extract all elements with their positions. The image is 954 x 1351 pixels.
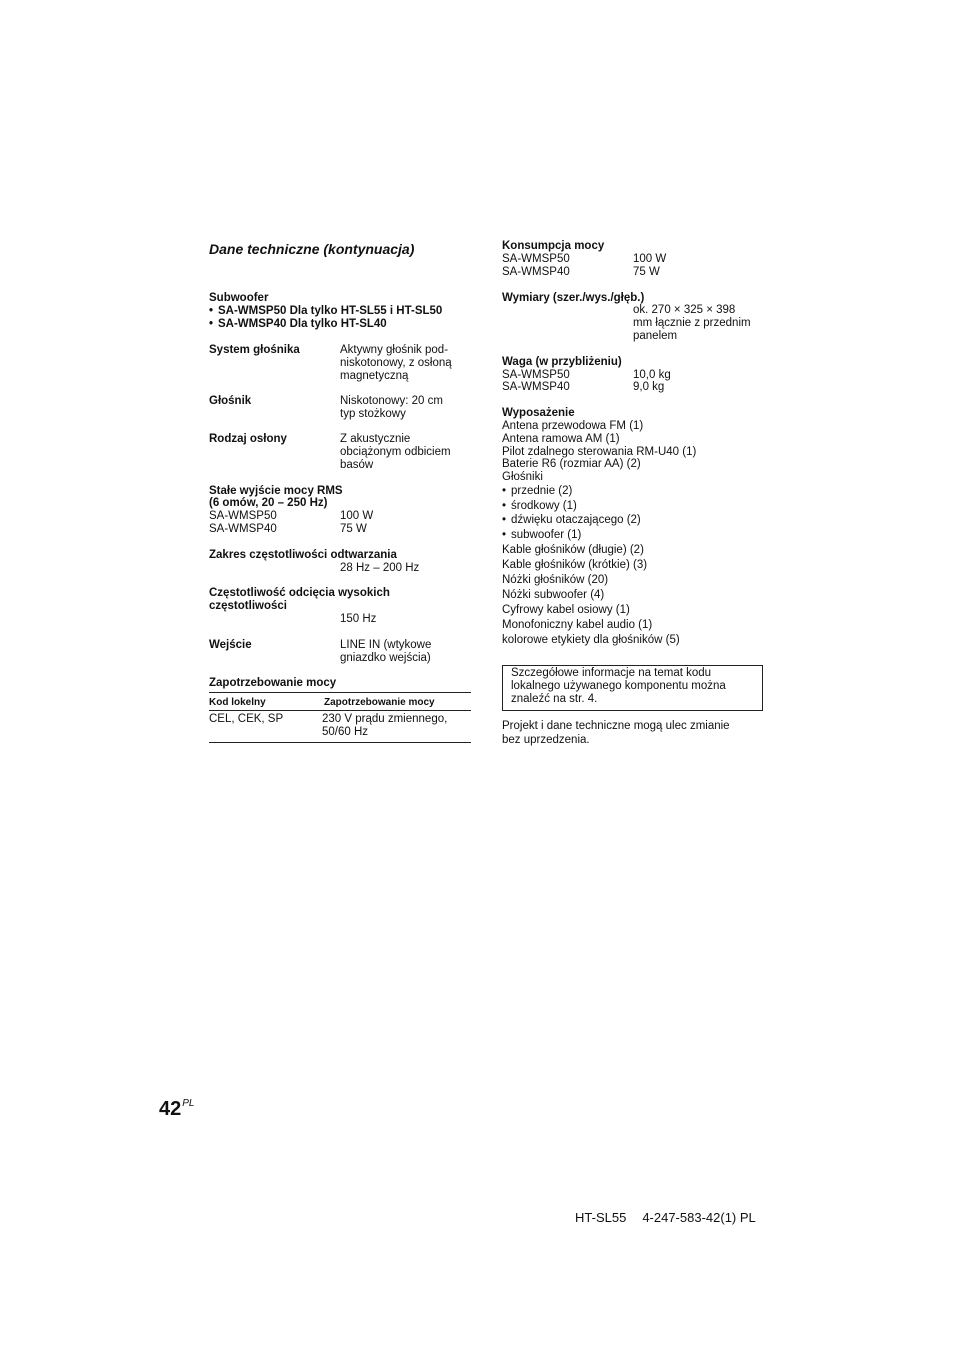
rms-value: 100 W: [340, 510, 374, 522]
spec-label-speaker: Głośnik: [209, 395, 252, 407]
spec-value-line: niskotonowy, z osłoną: [340, 357, 452, 369]
spec-value-line: typ stożkowy: [340, 408, 406, 420]
footer-model: HT-SL55: [575, 1210, 627, 1225]
weight-value: 9,0 kg: [633, 381, 665, 393]
table-cell-code: CEL, CEK, SP: [209, 713, 284, 725]
spec-label-enclosure: Rodzaj osłony: [209, 433, 287, 445]
note-line: znaleźć na str. 4.: [511, 693, 598, 705]
spec-value-line: Aktywny głośnik pod-: [340, 344, 449, 356]
freq-range-title: Zakres częstotliwości odtwarzania: [209, 549, 397, 561]
consumption-model: SA-WMSP50: [502, 253, 570, 265]
consumption-title: Konsumpcja mocy: [502, 240, 605, 252]
table-rule-mid: [209, 710, 471, 711]
subwoofer-model-2: • SA-WMSP40 Dla tylko HT-SL40: [209, 318, 387, 331]
input-value-line: LINE IN (wtykowe: [340, 639, 432, 651]
spec-value-line: obciążonym odbiciem: [340, 446, 451, 458]
page-number: [159, 1097, 193, 1121]
page-number-value: 42: [159, 1098, 182, 1120]
accessory-item: Nóżki subwoofer (4): [502, 589, 605, 601]
spec-label-speaker-system: System głośnika: [209, 344, 300, 356]
speaker-bullet: • środkowy (1): [502, 500, 577, 513]
weight-value: 10,0 kg: [633, 369, 671, 381]
table-cell-power: 50/60 Hz: [322, 726, 369, 738]
spec-value-line: Z akustycznie: [340, 433, 411, 445]
accessory-item: Kable głośników (długie) (2): [502, 544, 644, 556]
accessory-item: Cyfrowy kabel osiowy (1): [502, 604, 630, 616]
table-cell-power: 230 V prądu zmiennego,: [322, 713, 448, 725]
rms-model: SA-WMSP40: [209, 523, 277, 535]
cutoff-value: 150 Hz: [340, 613, 377, 625]
accessory-item: Głośniki: [502, 471, 543, 483]
accessory-item: Baterie R6 (rozmiar AA) (2): [502, 458, 641, 470]
footer-doc-id: [575, 1210, 756, 1225]
dimensions-line: mm łącznie z przednim: [633, 317, 751, 329]
accessory-item: Nóżki głośników (20): [502, 574, 609, 586]
accessory-item: Kable głośników (krótkie) (3): [502, 559, 648, 571]
subwoofer-title: Subwoofer: [209, 292, 269, 304]
rms-model: SA-WMSP50: [209, 510, 277, 522]
power-req-title: Zapotrzebowanie mocy: [209, 677, 337, 689]
rms-title-line: Stałe wyjście mocy RMS: [209, 485, 343, 497]
speaker-bullet: • subwoofer (1): [502, 529, 581, 542]
cutoff-title-line: Częstotliwość odcięcia wysokich: [209, 587, 390, 599]
weight-title: Waga (w przybliżeniu): [502, 356, 622, 368]
accessory-item: kolorowe etykiety dla głośników (5): [502, 634, 680, 646]
section-title: Dane techniczne (kontynuacja): [209, 241, 415, 257]
rms-value: 75 W: [340, 523, 367, 535]
input-value-line: gniazdko wejścia): [340, 652, 431, 664]
freq-range-value: 28 Hz – 200 Hz: [340, 562, 420, 574]
spec-value-line: magnetyczną: [340, 370, 409, 382]
disclaimer-line: bez uprzedzenia.: [502, 734, 590, 746]
consumption-model: SA-WMSP40: [502, 266, 570, 278]
spec-value-line: Niskotonowy: 20 cm: [340, 395, 443, 407]
rms-title-line: (6 omów, 20 – 250 Hz): [209, 497, 328, 509]
page-language: PL: [182, 1098, 195, 1109]
note-box: [502, 665, 763, 711]
table-header-code: Kod lokelny: [209, 697, 266, 708]
table-header-power: Zapotrzebowanie mocy: [324, 697, 435, 708]
input-label: Wejście: [209, 639, 252, 651]
note-line: lokalnego używanego komponentu można: [511, 680, 726, 692]
footer-doc-code: 4-247-583-42(1) PL: [642, 1210, 756, 1225]
dimensions-title: Wymiary (szer./wys./głęb.): [502, 292, 645, 304]
cutoff-title-line: częstotliwości: [209, 600, 287, 612]
disclaimer-line: Projekt i dane techniczne mogą ulec zmianie: [502, 720, 730, 732]
accessory-item: Antena ramowa AM (1): [502, 433, 620, 445]
table-rule-top: [209, 692, 471, 693]
accessory-item: Pilot zdalnego sterowania RM-U40 (1): [502, 446, 697, 458]
consumption-value: 100 W: [633, 253, 667, 265]
dimensions-line: panelem: [633, 330, 678, 342]
accessory-item: Antena przewodowa FM (1): [502, 420, 644, 432]
accessories-title: Wyposażenie: [502, 407, 575, 419]
dimensions-line: ok. 270 × 325 × 398: [633, 304, 736, 316]
speaker-bullet: • przednie (2): [502, 485, 572, 498]
table-rule-bottom: [209, 742, 471, 743]
left-column: [209, 0, 471, 1351]
spec-value-line: basów: [340, 459, 374, 471]
weight-model: SA-WMSP40: [502, 381, 570, 393]
consumption-value: 75 W: [633, 266, 660, 278]
speaker-bullet: • dźwięku otaczającego (2): [502, 514, 641, 527]
weight-model: SA-WMSP50: [502, 369, 570, 381]
note-line: Szczegółowe informacje na temat kodu: [511, 667, 712, 679]
accessory-item: Monofoniczny kabel audio (1): [502, 619, 653, 631]
subwoofer-model-1: • SA-WMSP50 Dla tylko HT-SL55 i HT-SL50: [209, 305, 442, 318]
